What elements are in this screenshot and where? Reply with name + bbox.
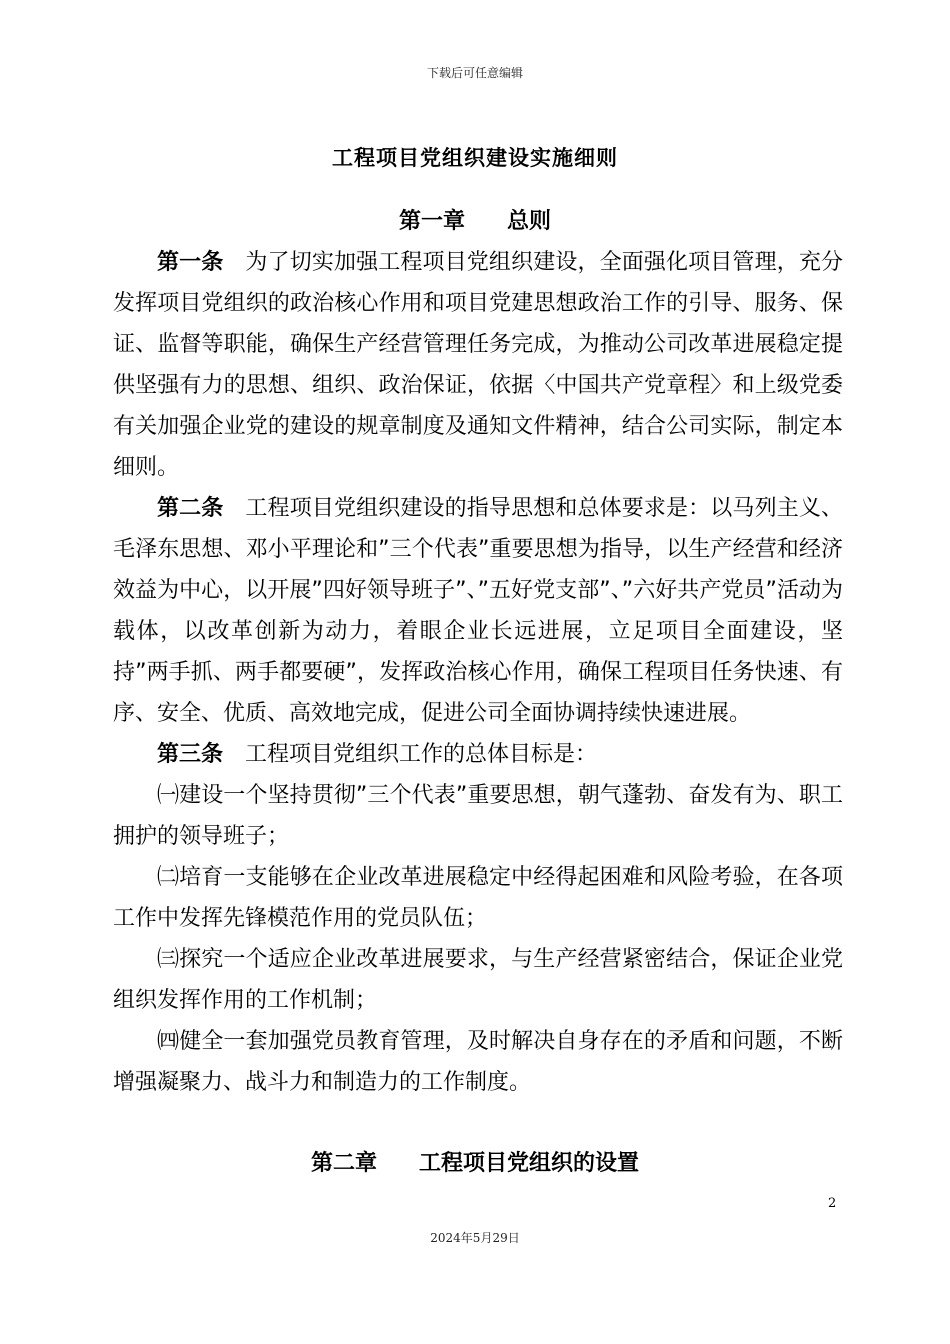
article-2-text: 工程项目党组织建设的指导思想和总体要求是：以马列主义、毛泽东思想、邓小平理论和”三个代表”重要思想为指导，以生产经营和经济效益为中心，以开展”四好领导班子”、”五好党支部”、”六好共产党员”活动为载体，以改革创新为动力，着眼企业长远进展，立足项目全面建设，坚持”两手抓、两手都要硬”，发挥政治核心作用，确保工程项目任务快速、有序、安全、优质、高效地完成，促进公司全面协调持续快速进展。 (113, 496, 843, 726)
article-3 (113, 734, 843, 775)
chapter-1-name: 总则 (507, 209, 552, 234)
article-1 (113, 242, 843, 488)
chapter-2-heading (0, 1146, 950, 1177)
chapter-1-heading (0, 204, 950, 235)
document-body (113, 242, 843, 1103)
article-3-text: 工程项目党组织工作的总体目标是： (245, 742, 598, 767)
page-footer-date: 2024年5月29日 (430, 1231, 520, 1245)
goal-item: ㈣健全一套加强党员教育管理，及时解决自身存在的矛盾和问题，不断增强凝聚力、战斗力和制造力的工作制度。 (113, 1029, 843, 1095)
document-title: 工程项目党组织建设实施细则 (332, 146, 618, 170)
chapter-2-number: 第二章 (310, 1151, 377, 1176)
goal-item: ㈡培育一支能够在企业改革进展稳定中经得起困难和风险考验，在各项工作中发挥先锋模范作用的党员队伍； (113, 865, 843, 931)
goal-item: ㈢探究一个适应企业改革进展要求，与生产经营紧密结合，保证企业党组织发挥作用的工作机制； (113, 947, 843, 1013)
chapter-2-name: 工程项目党组织的设置 (419, 1151, 640, 1176)
article-1-label: 第一条 (157, 250, 224, 275)
page-number: 2 (828, 1196, 837, 1211)
article-3-label: 第三条 (157, 742, 224, 767)
goal-item: ㈠建设一个坚持贯彻”三个代表”重要思想，朝气蓬勃、奋发有为、职工拥护的领导班子； (113, 783, 843, 849)
page-header: 下载后可任意编辑 (426, 66, 523, 80)
article-2-label: 第二条 (157, 496, 224, 521)
article-1-text: 为了切实加强工程项目党组织建设，全面强化项目管理，充分发挥项目党组织的政治核心作用和项目党建思想政治工作的引导、服务、保证、监督等职能，确保生产经营管理任务完成，为推动公司改革进展稳定提供坚强有力的思想、组织、政治保证，依据〈中国共产党章程〉和上级党委有关加强企业党的建设的规章制度及通知文件精神，结合公司实际，制定本细则。 (113, 250, 843, 480)
article-2 (113, 488, 843, 734)
chapter-1-number: 第一章 (398, 209, 465, 234)
